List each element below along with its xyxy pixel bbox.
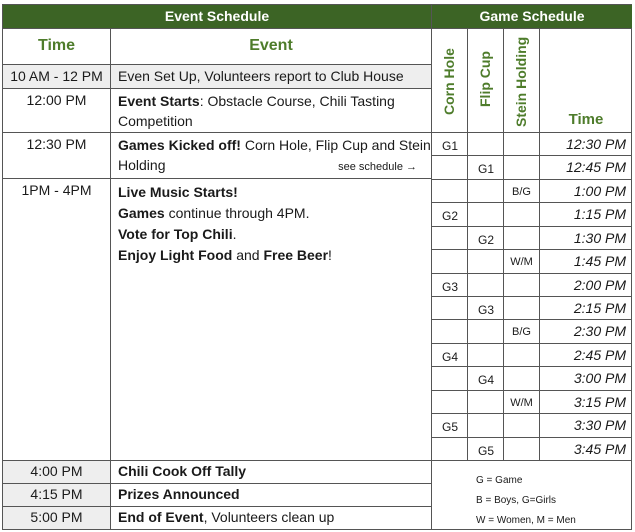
game-time-slot: 1:45 PM bbox=[540, 250, 632, 273]
stein-holding-slot: W/M bbox=[504, 250, 540, 273]
corn-hole-slot: G1 bbox=[432, 133, 468, 156]
event-row-text-bold: Games Kicked off! bbox=[118, 137, 241, 153]
event-row-text-bold: End of Event bbox=[118, 509, 204, 525]
event-column-header: Event bbox=[111, 29, 432, 65]
event-row-text bbox=[111, 133, 432, 179]
game-schedule-header: Game Schedule bbox=[432, 5, 632, 29]
event-line-games: Games continue through 4PM. bbox=[118, 205, 310, 221]
game-time-slot: 3:30 PM bbox=[540, 414, 632, 437]
flip-cup-slot: G1 bbox=[468, 156, 504, 179]
game-time-slot: 1:30 PM bbox=[540, 227, 632, 250]
game-legend bbox=[432, 461, 632, 529]
flip-cup-column-header bbox=[468, 29, 504, 133]
flip-cup-slot bbox=[468, 180, 504, 203]
game-time-slot: 2:45 PM bbox=[540, 344, 632, 367]
see-schedule-note: see schedule → bbox=[338, 161, 417, 173]
event-schedule-header: Event Schedule bbox=[3, 5, 432, 29]
event-row-text-plain: Even Set Up, Volunteers report to Club House bbox=[118, 68, 404, 84]
flip-cup-slot bbox=[468, 274, 504, 297]
event-row-time: 12:30 PM bbox=[3, 133, 111, 179]
event-row-text-plain: , Volunteers clean up bbox=[203, 509, 335, 525]
event-line-vote: Vote for Top Chili. bbox=[118, 226, 237, 242]
event-row-time: 4:15 PM bbox=[3, 484, 111, 507]
event-row-text bbox=[111, 484, 432, 507]
flip-cup-slot bbox=[468, 203, 504, 226]
corn-hole-slot bbox=[432, 180, 468, 203]
stein-holding-slot: B/G bbox=[504, 320, 540, 343]
corn-hole-column-header bbox=[432, 29, 468, 133]
event-row-text bbox=[111, 65, 432, 89]
event-row-text bbox=[111, 179, 432, 461]
event-row-time: 4:00 PM bbox=[3, 461, 111, 484]
corn-hole-slot bbox=[432, 391, 468, 414]
flip-cup-label: Flip Cup bbox=[477, 51, 493, 107]
legend-game: G = Game bbox=[476, 475, 523, 486]
flip-cup-slot bbox=[468, 391, 504, 414]
flip-cup-slot bbox=[468, 250, 504, 273]
corn-hole-slot bbox=[432, 297, 468, 320]
game-time-slot: 2:30 PM bbox=[540, 320, 632, 343]
stein-holding-slot bbox=[504, 227, 540, 250]
schedule-table bbox=[2, 4, 632, 530]
game-time-slot: 1:00 PM bbox=[540, 180, 632, 203]
corn-hole-label: Corn Hole bbox=[441, 48, 457, 115]
corn-hole-slot bbox=[432, 367, 468, 390]
corn-hole-slot bbox=[432, 156, 468, 179]
event-row-text-bold: Chili Cook Off Tally bbox=[118, 463, 247, 479]
game-time-column-header: Time bbox=[540, 29, 632, 133]
legend-women-men: W = Women, M = Men bbox=[476, 515, 576, 526]
stein-holding-slot bbox=[504, 438, 540, 461]
event-line-live-music: Live Music Starts! bbox=[118, 184, 238, 200]
stein-holding-slot bbox=[504, 156, 540, 179]
corn-hole-slot bbox=[432, 227, 468, 250]
event-row-text bbox=[111, 507, 432, 529]
flip-cup-slot: G5 bbox=[468, 438, 504, 461]
event-row-text-bold: Event Starts bbox=[118, 93, 200, 109]
stein-holding-slot bbox=[504, 203, 540, 226]
stein-holding-slot bbox=[504, 414, 540, 437]
corn-hole-slot: G5 bbox=[432, 414, 468, 437]
game-time-slot: 3:45 PM bbox=[540, 438, 632, 461]
game-time-slot: 3:15 PM bbox=[540, 391, 632, 414]
game-time-slot: 12:45 PM bbox=[540, 156, 632, 179]
event-row-time: 10 AM - 12 PM bbox=[3, 65, 111, 89]
stein-holding-label: Stein Holding bbox=[513, 36, 529, 127]
flip-cup-slot: G2 bbox=[468, 227, 504, 250]
corn-hole-slot: G4 bbox=[432, 344, 468, 367]
game-time-slot: 2:15 PM bbox=[540, 297, 632, 320]
corn-hole-slot bbox=[432, 438, 468, 461]
event-row-time: 1PM - 4PM bbox=[3, 179, 111, 461]
flip-cup-slot bbox=[468, 414, 504, 437]
event-line-food: Enjoy Light Food and Free Beer! bbox=[118, 247, 332, 263]
stein-holding-slot bbox=[504, 274, 540, 297]
corn-hole-slot bbox=[432, 320, 468, 343]
game-time-slot: 12:30 PM bbox=[540, 133, 632, 156]
event-row-time: 12:00 PM bbox=[3, 89, 111, 133]
event-row-text bbox=[111, 461, 432, 484]
flip-cup-slot: G3 bbox=[468, 297, 504, 320]
legend-boys-girls: B = Boys, G=Girls bbox=[476, 495, 557, 506]
event-row-time: 5:00 PM bbox=[3, 507, 111, 529]
stein-holding-slot bbox=[504, 133, 540, 156]
stein-holding-slot: W/M bbox=[504, 391, 540, 414]
event-row-text bbox=[111, 89, 432, 133]
flip-cup-slot bbox=[468, 344, 504, 367]
stein-holding-column-header bbox=[504, 29, 540, 133]
flip-cup-slot bbox=[468, 320, 504, 343]
game-time-slot: 1:15 PM bbox=[540, 203, 632, 226]
flip-cup-slot: G4 bbox=[468, 367, 504, 390]
corn-hole-slot: G2 bbox=[432, 203, 468, 226]
flip-cup-slot bbox=[468, 133, 504, 156]
event-row-text-bold: Prizes Announced bbox=[118, 486, 240, 502]
event-row-text-plain: : Obstacle Course, Chili Tasting Competition bbox=[118, 93, 395, 129]
stein-holding-slot: B/G bbox=[504, 180, 540, 203]
event-row-text-plain: Corn Hole, Flip Cup and Stein Holding bbox=[118, 137, 431, 173]
game-time-slot: 3:00 PM bbox=[540, 367, 632, 390]
event-time-column-header: Time bbox=[3, 29, 111, 65]
corn-hole-slot bbox=[432, 250, 468, 273]
stein-holding-slot bbox=[504, 297, 540, 320]
stein-holding-slot bbox=[504, 344, 540, 367]
game-time-slot: 2:00 PM bbox=[540, 274, 632, 297]
stein-holding-slot bbox=[504, 367, 540, 390]
corn-hole-slot: G3 bbox=[432, 274, 468, 297]
